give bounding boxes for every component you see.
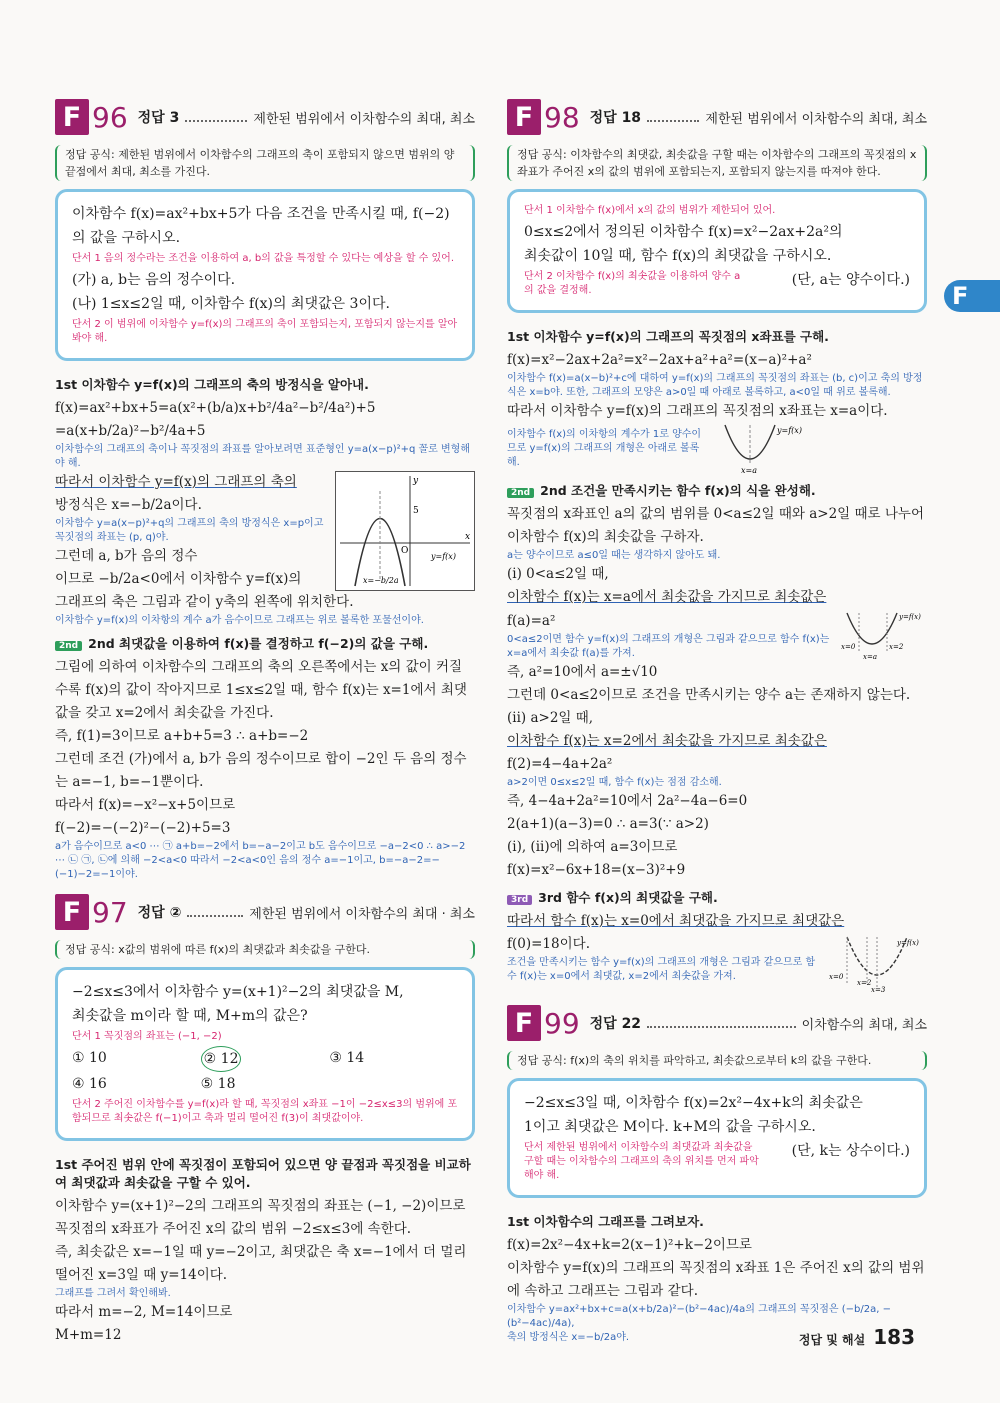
question-text: 최솟값이 10일 때, 함수 f(x)의 최댓값을 구하시오.	[524, 248, 832, 264]
note: 이차함수 y=ax²+bx+c=a(x+b/2a)²−(b²−4ac)/4a의 그래프의 꼭짓점은 (−b/2a, −(b²−4ac)/4a),	[507, 1304, 891, 1329]
line: 따라서 이차함수 y=f(x)의 그래프의 축의	[55, 474, 297, 490]
hint-2: 단서 2 이 범위에 이차함수 y=f(x)의 그래프의 축이 포함되는지, 포함되지 않는지를 알아봐야 해.	[72, 319, 458, 344]
line: (i), (ii)에 의하여 a=3이므로	[507, 839, 678, 855]
choice-5[interactable]: ⑤ 18	[200, 1076, 236, 1092]
choice-1[interactable]: ① 10	[72, 1050, 107, 1066]
problem-label: F	[507, 1005, 541, 1041]
note: 그래프를 그려서 확인해봐.	[55, 1288, 171, 1299]
origin-label: O	[401, 546, 409, 556]
step-1st: 1st 이차함수의 그래프를 그려보자.	[507, 1214, 704, 1229]
parabola-graph-96	[335, 471, 475, 591]
note: 조건을 만족시키는 함수 y=f(x)의 그래프의 개형은 그림과 같으므로 함수 f(x)는 x=0에서 최댓값, x=2에서 최솟값을 가져.	[507, 957, 816, 982]
problem-label: F	[55, 99, 89, 135]
step-3rd: 3rd 3rd 함수 f(x)의 최댓값을 구해.	[507, 888, 927, 906]
function-label: y=f(x)	[431, 552, 456, 561]
function-label: y=f(x)	[897, 939, 919, 947]
page-footer	[799, 1325, 915, 1349]
line: 그림에 의하여 이차함수의 그래프의 축의 오른쪽에서는 x의 값이 커질수록 f(x)의 값이 작아지므로 1≤x≤2일 때, 함수 f(x)는 x=1에서 최댓값을 갖고 x=2에서 최솟값을 가진다.	[55, 659, 467, 721]
x2-label: x=2	[857, 979, 872, 987]
topic: 제한된 범위에서 이차함수의 최대, 최소	[253, 111, 475, 127]
choices	[72, 1046, 458, 1096]
hint-2: 단서 2 주어진 이차함수를 y=f(x)라 할 때, 꼭짓점의 x좌표 −1이 −2≤x≤3의 범위에 포함되므로 최솟값은 f(−1)이고 축과 멀리 떨어진 f(3)이 최댓값이야.	[72, 1099, 458, 1124]
problem-label: F	[507, 99, 541, 135]
question-text: −2≤x≤3일 때, 이차함수 f(x)=2x²−4x+k의 최솟값은	[524, 1095, 863, 1111]
problem-number: 96	[92, 100, 128, 134]
condition: (단, k는 상수이다.)	[791, 1143, 910, 1159]
line: 즉, f(1)=3이므로 a+b+5=3 ∴ a+b=−2	[55, 728, 309, 744]
problem-label: F	[55, 894, 89, 930]
answer: 정답 ②	[137, 905, 182, 921]
axis-label: x=a	[741, 466, 757, 475]
parabola-graph-98a	[715, 423, 805, 475]
line: (i) 0<a≤2일 때,	[507, 566, 609, 582]
line: M+m=12	[55, 1327, 122, 1343]
note: 0<a≤2이면 함수 y=f(x)의 그래프의 개형은 그림과 같으므로 함수 f(x)는 x=a에서 최솟값 f(a)를 가져.	[507, 633, 830, 659]
axis-label: x=−b/2a	[363, 576, 399, 585]
line: 이차함수 f(x)는 x=2에서 최솟값을 가지므로 최솟값은	[507, 733, 827, 749]
line: f(0)=18이다.	[507, 936, 590, 952]
topic: 이차함수의 최대, 최소	[801, 1017, 927, 1033]
footer-title: 정답 및 해설	[798, 1333, 866, 1347]
topic: 제한된 범위에서 이차함수의 최대 · 최소	[249, 906, 475, 922]
leader-dots	[187, 907, 243, 917]
line: (ii) a>2일 때,	[507, 710, 594, 726]
question-text: 1이고 최댓값은 M이다. k+M의 값을 구하시오.	[524, 1119, 816, 1135]
warning-note: a는 양수이므로 a≤0일 때는 생각하지 않아도 돼.	[507, 550, 721, 561]
line: f(a)=a²	[507, 612, 556, 629]
key-formula: 정답 공식: f(x)의 축의 위치를 파악하고, 최솟값으로부터 k의 값을 구한다.	[507, 1051, 927, 1070]
y-axis-label: y	[413, 476, 419, 486]
line: f(x)=x²−2ax+2a²=x²−2ax+a²+a²=(x−a)²+a²	[507, 352, 812, 368]
question-text: −2≤x≤3에서 이차함수 y=(x+1)²−2의 최댓값을 M,	[72, 984, 404, 1000]
problem-number: 98	[544, 100, 580, 134]
question-text: 최솟값을 m이라 할 때, M+m의 값은?	[72, 1008, 308, 1024]
line: 따라서 함수 f(x)는 x=0에서 최댓값을 가지므로 최댓값은	[507, 913, 845, 929]
line: f(x)=2x²−4x+k=2(x−1)²+k−2이므로	[507, 1237, 752, 1253]
hint: 단서 제한된 범위에서 이차함수의 최댓값과 최솟값을 구할 때는 이차함수의 그래프의 축의 위치를 먼저 파악해야 해.	[524, 1142, 759, 1181]
line: f(x)=x²−6x+18=(x−3)²+9	[507, 862, 686, 878]
step-1st: 1st 이차함수 y=f(x)의 그래프의 꼭짓점의 x좌표를 구해.	[507, 329, 829, 344]
line: 이차함수 y=f(x)의 그래프의 꼭짓점의 x좌표 1은 주어진 x의 값의 범위에 속하고 그래프는 그림과 같다.	[507, 1260, 925, 1299]
step-2nd: 2nd 2nd 조건을 만족시키는 함수 f(x)의 식을 완성해.	[507, 481, 927, 499]
note: a가 음수이므로 a<0 ⋯ ㉠ a+b=−2에서 b=−a−2이고 b도 음수이므로 −a−2<0 ∴ a>−2 ⋯ ㉡ ㉠, ㉡에 의해 −2<a<0 따라서 −2<a<0인 음의 정수 a=−1이고, b=−a−2=−(−1)−2=−1이야.	[55, 841, 466, 880]
line: 방정식은 x=−b/2a이다.	[55, 497, 202, 513]
choice-3[interactable]: ③ 14	[329, 1050, 365, 1066]
note: 이차함수 f(x)=a(x−b)²+c에 대하여 y=f(x)의 그래프의 꼭짓점의 좌표는 (b, c)이고 축의 방정식은 x=b야. 또한, 그래프의 모양은 a>0일 때 아래로 볼록하고, a<0일 때 위로 볼록해.	[507, 373, 923, 398]
x2-label: x=2	[889, 643, 904, 651]
solution-body	[55, 397, 475, 628]
function-label: y=f(x)	[777, 426, 802, 435]
line: 이차함수 y=(x+1)²−2의 그래프의 꼭짓점의 좌표는 (−1, −2)이므로 꼭짓점의 x좌표가 주어진 x의 값의 범위 −2≤x≤3에 속한다.	[55, 1198, 466, 1237]
x3-label: x=3	[871, 986, 886, 993]
line: 따라서 f(x)=−x²−x+5이므로	[55, 797, 236, 813]
condition-b: (나) 1≤x≤2일 때, 이차함수 f(x)의 최댓값은 3이다.	[72, 296, 390, 312]
question-text: 0≤x≤2에서 정의된 이차함수 f(x)=x²−2ax+2a²의	[524, 224, 843, 240]
y-tick: 5	[413, 506, 419, 516]
line: f(−2)=−(−2)²−(−2)+5=3	[55, 820, 231, 836]
hint-1: 단서 1 꼭짓점의 좌표는 (−1, −2)	[72, 1031, 222, 1042]
line: 그런데 조건 (가)에서 a, b가 음의 정수이므로 합이 −2인 두 음의 정수는 a=−1, b=−1뿐이다.	[55, 751, 467, 790]
line: f(2)=4−4a+2a²	[507, 756, 613, 772]
right-column	[507, 95, 927, 1345]
parabola-graph-98c	[827, 933, 927, 993]
leader-dots	[647, 112, 699, 122]
line: 따라서 이차함수 y=f(x)의 그래프의 꼭짓점의 x좌표는 x=a이다.	[507, 403, 888, 419]
hint-2: 단서 2 이차함수 f(x)의 최솟값을 이용하여 양수 a의 값을 결정해.	[524, 271, 741, 296]
note: 이차함수의 그래프의 축이나 꼭짓점의 좌표를 알아보려면 표준형인 y=a(x−p)²+q 꼴로 변형해야 해.	[55, 444, 470, 469]
x0-label: x=0	[829, 973, 844, 981]
question-box	[507, 1078, 927, 1198]
choice-4[interactable]: ④ 16	[72, 1076, 107, 1092]
step-2nd: 2nd 2nd 최댓값을 이용하여 f(x)를 결정하고 f(−2)의 값을 구해.	[55, 634, 475, 652]
problem-96-header	[55, 95, 475, 139]
answer: 정답 3	[137, 110, 180, 126]
key-formula: 정답 공식: 이차함수의 최댓값, 최솟값을 구할 때는 이차함수의 그래프의 꼭짓점의 x좌표가 주어진 x의 값의 범위에 포함되는지, 포함되지 않는지를 따져야 한다.	[507, 145, 927, 181]
answer: 정답 22	[589, 1016, 642, 1032]
line: 그래프의 축은 그림과 같이 y축의 왼쪽에 위치한다.	[55, 594, 354, 610]
page-number: 183	[873, 1325, 915, 1349]
note: 이차함수 f(x)의 이차항의 계수가 1로 양수이므로 y=f(x)의 그래프의 개형은 아래로 볼록해.	[507, 429, 702, 468]
x0-label: x=0	[841, 643, 856, 651]
key-formula: 정답 공식: x값의 범위에 따른 f(x)의 최댓값과 최솟값을 구한다.	[55, 940, 475, 959]
note: 축의 방정식은 x=−b/2a야.	[507, 1332, 630, 1343]
question-box	[55, 967, 475, 1141]
line: 꼭짓점의 x좌표인 a의 값의 범위를 0<a≤2일 때와 a>2일 때로 나누어 이차함수 f(x)의 최솟값을 구하자.	[507, 506, 924, 545]
note: 이차함수 y=a(x−p)²+q의 그래프의 축의 방정식은 x=p이고 꼭짓점의 좌표는 (p, q)야.	[55, 518, 324, 543]
hint-1: 단서 1 이차함수 f(x)에서 x의 값의 범위가 제한되어 있어.	[524, 205, 776, 216]
question-box	[507, 189, 927, 313]
question-box	[55, 189, 475, 361]
condition: (단, a는 양수이다.)	[791, 272, 910, 288]
line: 이차함수 f(x)는 x=a에서 최솟값을 가지므로 최솟값은	[507, 589, 827, 605]
step-1st: 1st 이차함수 y=f(x)의 그래프의 축의 방정식을 알아내.	[55, 377, 369, 392]
note: a>2이면 0≤x≤2일 때, 함수 f(x)는 점점 감소해.	[507, 777, 722, 788]
line: 2(a+1)(a−3)=0 ∴ a=3(∵ a>2)	[507, 816, 709, 832]
answer: 정답 18	[589, 110, 642, 126]
line: 즉, 최솟값은 x=−1일 때 y=−2이고, 최댓값은 축 x=−1에서 더 멀리 떨어진 x=3일 때 y=14이다.	[55, 1244, 467, 1283]
problem-number: 97	[92, 895, 128, 929]
problem-99-header	[507, 1001, 927, 1045]
left-column	[55, 95, 475, 1347]
line: 이므로 −b/2a<0에서 이차함수 y=f(x)의	[55, 571, 302, 587]
step-1st: 1st 주어진 범위 안에 꼭짓점이 포함되어 있으면 양 끝점과 꼭짓점을 비교하여 최댓값과 최솟값을 구할 수 있어.	[55, 1157, 471, 1190]
leader-dots	[647, 1018, 796, 1028]
line: f(x)=ax²+bx+5=a(x²+(b/a)x+b²/4a²−b²/4a²)+5	[55, 400, 376, 416]
xa-label: x=a	[863, 653, 877, 661]
line: 즉, a²=10에서 a=±√10	[507, 664, 658, 680]
note: 이차함수 y=f(x)의 이차항의 계수 a가 음수이므로 그래프는 위로 볼록한 포물선이야.	[55, 615, 424, 626]
condition-a: (가) a, b는 음의 정수이다.	[72, 272, 236, 288]
line: =a(x+b/2a)²−b²/4a+5	[55, 423, 206, 439]
line: 따라서 m=−2, M=14이므로	[55, 1304, 233, 1320]
problem-97-header	[55, 890, 475, 934]
x-axis-label: x	[465, 532, 471, 542]
line: 그런데 a, b가 음의 정수	[55, 548, 198, 564]
hint-1: 단서 1 음의 정수라는 조건을 이용하여 a, b의 값을 특정할 수 있다는 예상을 할 수 있어.	[72, 253, 454, 264]
key-formula: 정답 공식: 제한된 범위에서 이차함수의 그래프의 축이 포함되지 않으면 범위의 양 끝점에서 최대, 최소를 가진다.	[55, 145, 475, 181]
line: 그런데 0<a≤2이므로 조건을 만족시키는 양수 a는 존재하지 않는다.	[507, 687, 911, 703]
problem-98-header	[507, 95, 927, 139]
parabola-graph-98b	[837, 609, 927, 661]
chapter-tab[interactable]: F	[944, 280, 1000, 312]
choice-2[interactable]: ② 12	[201, 1046, 330, 1072]
leader-dots	[185, 112, 247, 122]
problem-number: 99	[544, 1006, 580, 1040]
function-label: y=f(x)	[899, 613, 921, 621]
topic: 제한된 범위에서 이차함수의 최대, 최소	[705, 111, 927, 127]
line: 즉, 4−4a+2a²=10에서 2a²−4a−6=0	[507, 793, 748, 809]
question-text: 이차함수 f(x)=ax²+bx+5가 다음 조건을 만족시킬 때, f(−2)의 값을 구하시오.	[72, 206, 450, 246]
